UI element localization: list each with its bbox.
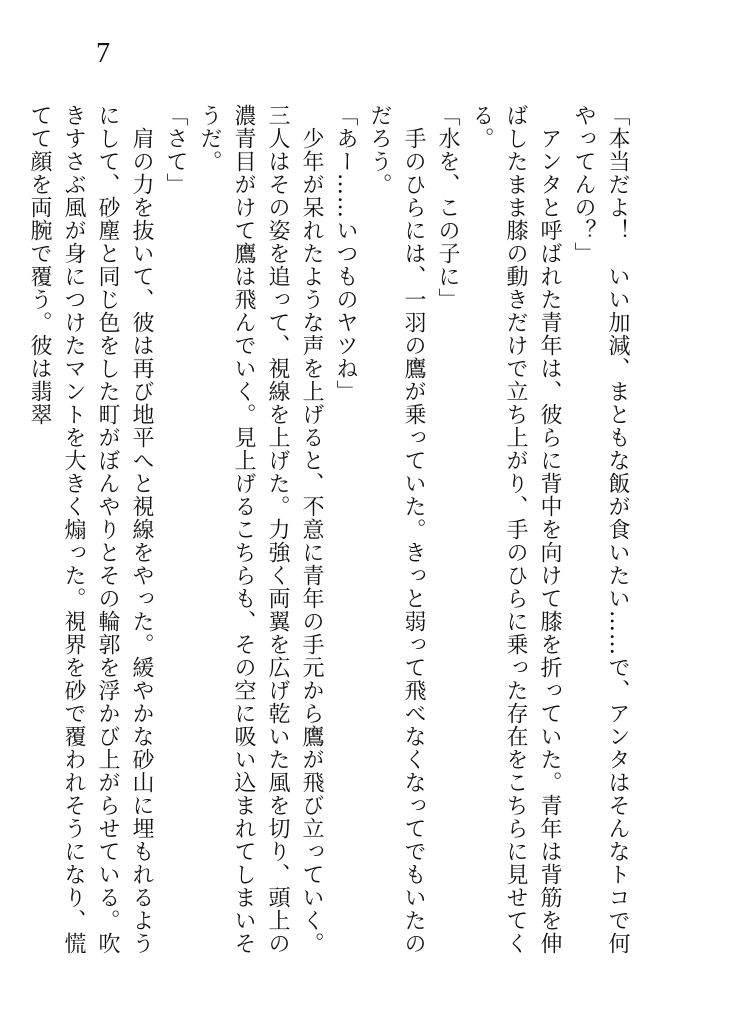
paragraph: 「あー……いつものヤツね」	[333, 104, 358, 403]
body-text	[27, 104, 634, 964]
paragraph: 手のひらには、一羽の鷹が乗っていた。きっと弱って飛べなくなってでもいたのだろう。	[367, 104, 426, 955]
paragraph: 少年が呆れたような声を上げると、不意に青年の手元から鷹が飛び立っていく。三人はその姿を追って、視線を上げた。力強く両翼を広げ乾いた風を切り、頭上の濃青目がけて鷹は飛んでいく。見上げるこちらも、その空に吸い込まれてしまいそうだ。	[197, 104, 324, 955]
paragraph: 「さて」	[163, 104, 188, 196]
paragraph: アンタと呼ばれた青年は、彼らに背中を向けて膝を折っていた。青年は背筋を伸ばしたまま膝の動きだけで立ち上がり、手のひらに乗った存在をこちらに見せてくる。	[469, 104, 562, 955]
page-number: 7	[96, 38, 110, 69]
paragraph: 「本当だよ！ いい加減、まともな飯が食いたい……で、アンタはそんなトコで何やってんの？」	[571, 104, 630, 955]
paragraph: 「水を、この子に」	[435, 104, 460, 311]
paragraph: 肩の力を抜いて、彼は再び地平へと視線をやった。緩やかな砂山に埋もれるようにして、砂塵と同じ色をした町がぼんやりとその輪郭を浮かび上がらせている。吹きすさぶ風が身につけたマントを大きく煽った。視界を砂で覆われそうになり、慌てて顔を両腕で覆う。彼は翡翠	[27, 104, 154, 955]
